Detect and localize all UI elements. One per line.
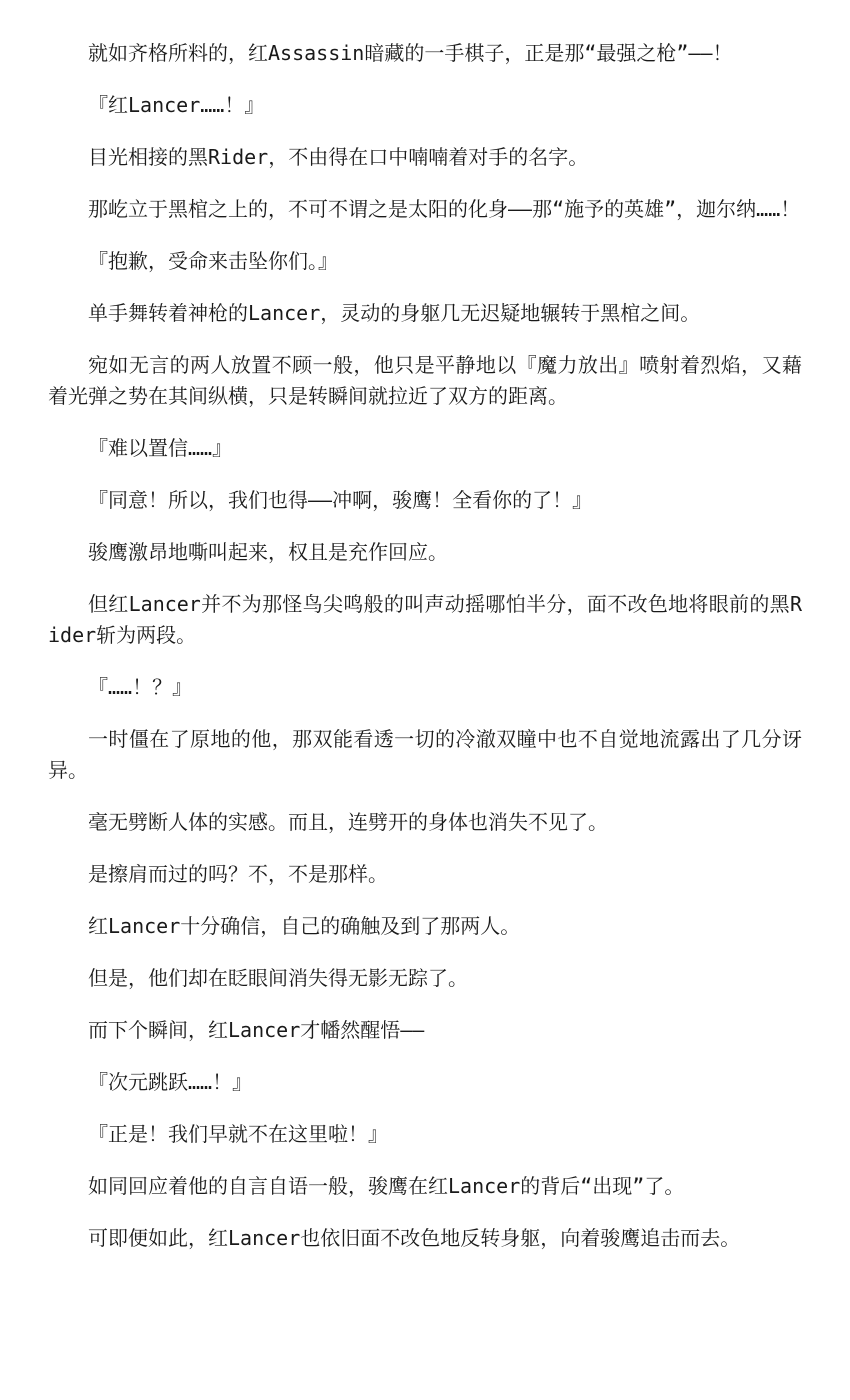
paragraph: 如同回应着他的自言自语一般，骏鹰在红Lancer的背后“出现”了。 xyxy=(88,1174,685,1198)
paragraph: 但红Lancer并不为那怪鸟尖鸣般的叫声动摇哪怕半分，面不改色地将眼前的黑Rider斩为两段。 xyxy=(48,592,802,647)
paragraph: 『难以置信……』 xyxy=(88,436,233,460)
paragraph: 骏鹰激昂地嘶叫起来，权且是充作回应。 xyxy=(88,540,448,564)
paragraph: 而下个瞬间，红Lancer才幡然醒悟—— xyxy=(88,1018,425,1042)
paragraph: 可即便如此，红Lancer也依旧面不改色地反转身躯，向着骏鹰追击而去。 xyxy=(88,1226,741,1250)
paragraph: 但是，他们却在眨眼间消失得无影无踪了。 xyxy=(88,966,468,990)
paragraph: 目光相接的黑Rider，不由得在口中喃喃着对手的名字。 xyxy=(88,145,589,169)
paragraph: 那屹立于黑棺之上的，不可不谓之是太阳的化身——那“施予的英雄”，迦尔纳……！ xyxy=(88,197,801,221)
paragraph: 红Lancer十分确信，自己的确触及到了那两人。 xyxy=(88,914,521,938)
paragraph: 宛如无言的两人放置不顾一般，他只是平静地以『魔力放出』喷射着烈焰，又藉着光弹之势在其间纵横，只是转瞬间就拉近了双方的距离。 xyxy=(48,353,802,408)
paragraph: 『……！？』 xyxy=(88,675,193,699)
paragraph: 是擦肩而过的吗？不，不是那样。 xyxy=(88,862,388,886)
paragraph: 『同意！所以，我们也得——冲啊，骏鹰！全看你的了！』 xyxy=(88,488,593,512)
paragraph: 『红Lancer……！』 xyxy=(88,93,265,117)
paragraph: 『次元跳跃……！』 xyxy=(88,1070,253,1094)
paragraph: 就如齐格所料的，红Assassin暗藏的一手棋子，正是那“最强之枪”——！ xyxy=(88,41,733,65)
paragraph: 『抱歉，受命来击坠你们。』 xyxy=(88,249,338,273)
paragraph: 『正是！我们早就不在这里啦！』 xyxy=(88,1122,388,1146)
paragraph: 毫无劈断人体的实感。而且，连劈开的身体也消失不见了。 xyxy=(88,810,608,834)
paragraph: 单手舞转着神枪的Lancer，灵动的身躯几无迟疑地辗转于黑棺之间。 xyxy=(88,301,701,325)
paragraph: 一时僵在了原地的他，那双能看透一切的冷澈双瞳中也不自觉地流露出了几分讶异。 xyxy=(48,727,802,782)
